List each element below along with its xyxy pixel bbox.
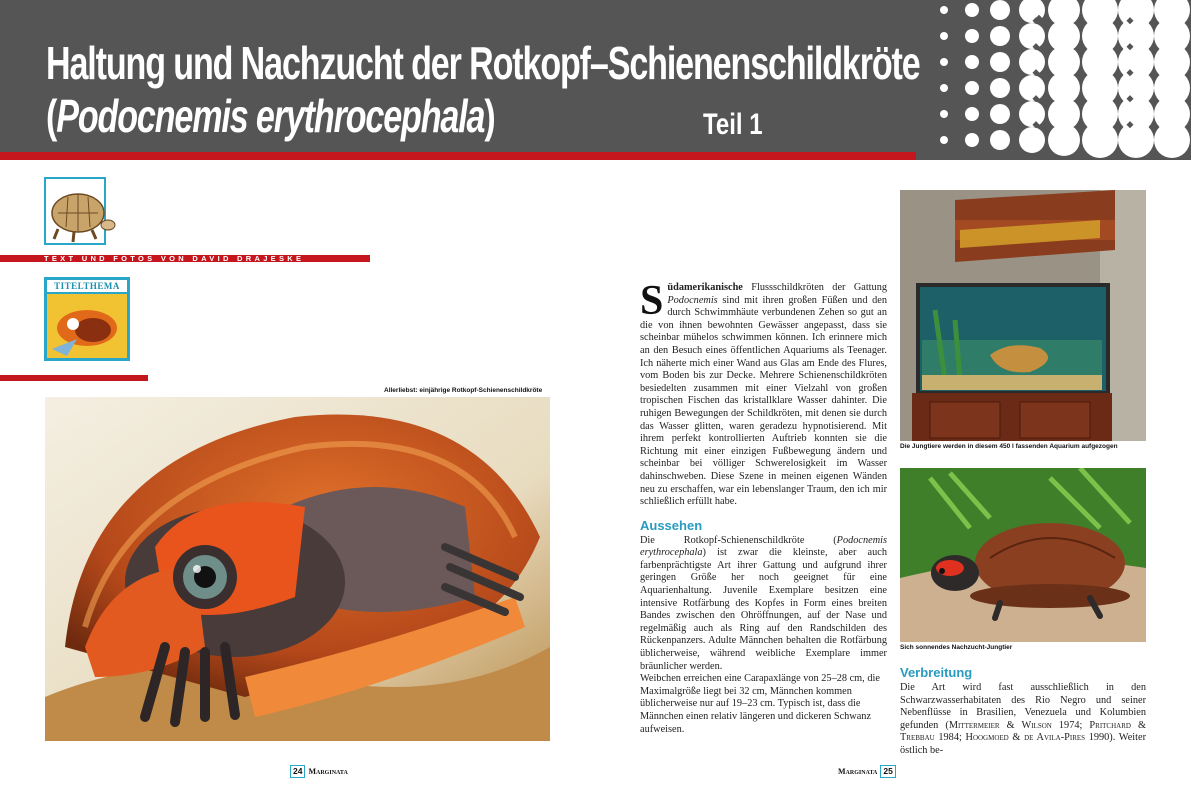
title-banner	[0, 0, 1191, 160]
footer-left	[290, 765, 348, 778]
juvenile-turtle-photo	[900, 468, 1146, 642]
footer-right	[838, 765, 896, 778]
titelthema-badge	[44, 277, 130, 361]
article-title-species: (Podocnemis erythrocephala)	[46, 90, 495, 142]
aquarium-caption: Die Jungtiere werden in diesem 450 l fassenden Aquarium aufgezogen	[900, 443, 1118, 450]
page-number-left: 24	[290, 765, 305, 778]
intro-paragraph: Südamerikanische Flussschildkröten der Gattung Podocnemis sind mit ihren großen Füßen und den durch Schwimmhäute verbundenen Zehen so gut an die von ihnen bewohnten Gewässer angepasst, dass sie scheinbar mühelos schwimmen können. Ich erinnere mich an den Besuch eines öffentlichen Aquariums als Teenager. Ich näherte mich einer Wand aus Glas am Ende des Flures, vom Boden bis zur Decke. Mehrere Schienenschildkröten besiedelten zusammen mit einer Vielzahl von großen tropischen Fischen das kristallklare Wasser dahinter. Die ruhigen Bewegungen der Schildkröten, mit denen sie durch das Wasser glitten, waren geradezu hypnotisierend. Mit ihrem perfekt kontrollierten Auftrieb konnten sie die Richtung mit einer einzigen Fußbewegung ändern und scheinbar bei völliger Schwerelosigkeit im Wasser dahinschweben. Diese Szene in meinen eigenen Wänden neu zu erschaffen, war ein lebenslanger Traum, den ich mir schließlich erfüllt habe.	[640, 278, 887, 508]
verbreitung-section	[900, 660, 1146, 758]
juvenile-caption: Sich sonnendes Nachzucht-Jungtier	[900, 644, 1013, 651]
magazine-name-left: Marginata	[308, 767, 348, 776]
main-turtle-photo	[45, 397, 550, 741]
titelthema-label: TITELTHEMA	[47, 280, 127, 292]
page-number-right: 25	[880, 765, 895, 778]
tortoise-logo-icon	[44, 177, 106, 245]
title-red-line	[0, 152, 916, 160]
heading-aussehen: Aussehen	[640, 517, 703, 533]
article-title: Haltung und Nachzucht der Rotkopf–Schienenschildkröte	[46, 37, 920, 89]
decorative-dot-pattern	[932, 0, 1191, 160]
author-credit: TEXT UND FOTOS VON DAVID DRAJESKE	[44, 254, 305, 263]
red-accent-bar	[0, 375, 148, 381]
drop-cap: S	[640, 278, 664, 324]
cover-thumbnail-icon	[47, 294, 127, 358]
article-body	[640, 278, 887, 736]
verbreitung-paragraph: Die Art wird fast ausschließlich in den Schwarzwasserhabitaten des Rio Negro und seiner Nebenflüsse in Brasilien, Venezuela und Kolumbien gefunden (Mittermeier & Wilson 1974; Pritchard & Trebbau 1984; Hoogmoed & de Avila-Pires 1990). Weiter östlich be-	[900, 682, 1146, 756]
magazine-name-right: Marginata	[838, 767, 878, 776]
part-label: Teil 1	[703, 108, 763, 141]
heading-verbreitung: Verbreitung	[900, 665, 973, 680]
main-photo-caption: Allerliebst: einjährige Rotkopf-Schienenschildkröte	[384, 387, 543, 394]
aussehen-paragraph: Die Rotkopf-Schienenschildkröte (Podocnemis erythrocephala) ist zwar die kleinste, aber auch farbenprächtigste Art ihrer Gattung und aufgrund ihrer geringen Größe her noch geeignet für eine Aquarienhaltung. Juvenile Exemplare besitzen eine intensive Rotfärbung des Kopfes in Form eines breiten Bandes zwischen den Ohröffnungen, auf der Nase und regelmäßig auch als Ring auf den Randschilden des Rückenpanzers. Adulte Männchen behalten die Rotfärbung üblicherweise, während weibliche Exemplare immer bräunlicher werden.	[640, 534, 887, 672]
aussehen-paragraph-2: Weibchen erreichen eine Carapaxlänge von 25–28 cm, die Maximalgröße liegt bei 32 cm, Männchen kommen üblicherweise nur auf 19–23 cm. Typisch ist, dass die Männchen einen relativ längeren und dickeren Schwanz aufweisen.	[640, 673, 880, 735]
aquarium-photo	[900, 190, 1146, 441]
